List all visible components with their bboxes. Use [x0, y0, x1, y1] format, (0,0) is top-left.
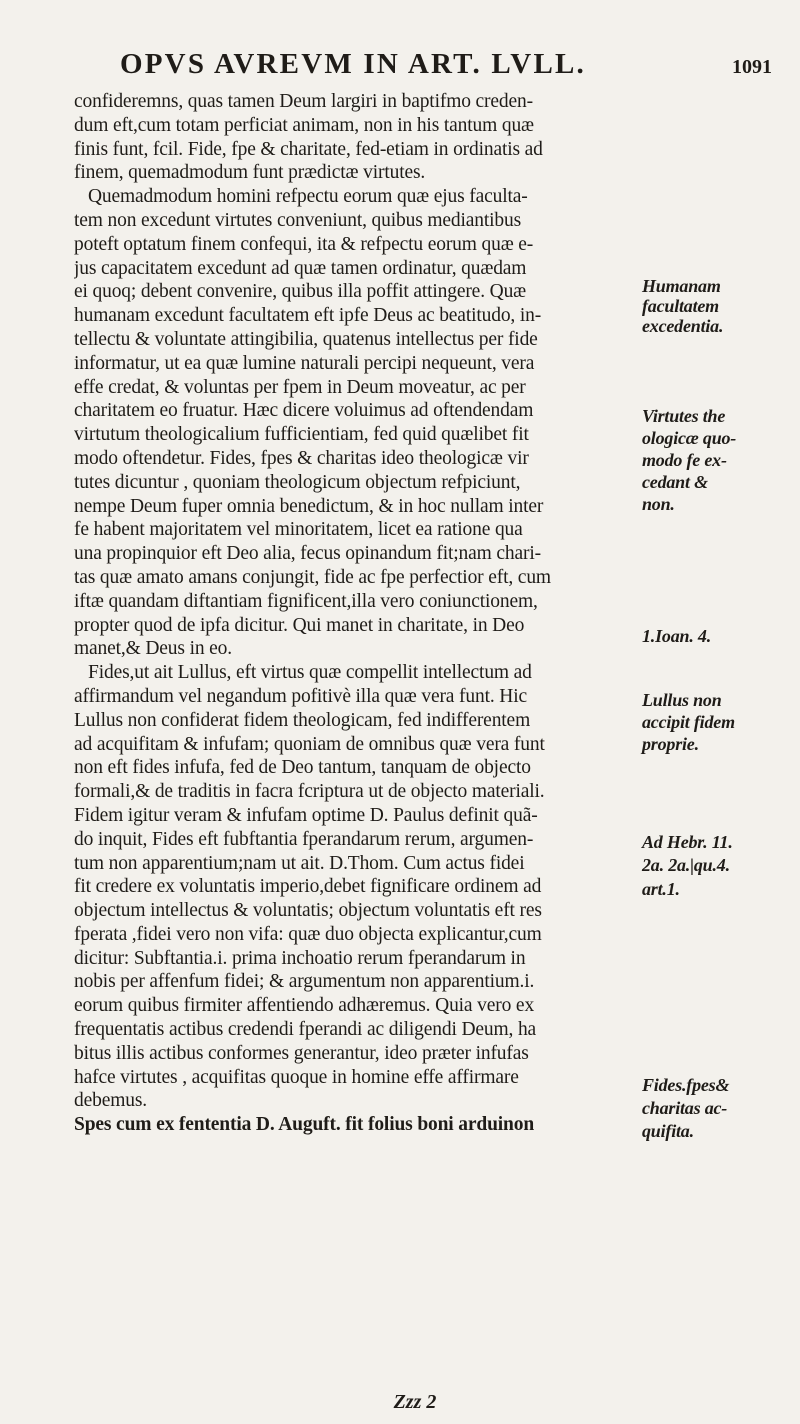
text-line: modo oftendetur. Fides, fpes & charitas ideo theologicæ vir	[74, 447, 529, 469]
text-line: debemus.	[74, 1090, 147, 1112]
text-line: dicitur: Subftantia.i. prima inchoatio rerum fperandarum in	[74, 947, 526, 969]
text-line: charitatem eo fruatur. Hæc dicere voluimus ad oftendendam	[74, 400, 534, 422]
signature-text: Zzz 2	[393, 1391, 437, 1413]
margin-note: ologicæ quo-	[642, 428, 737, 448]
text-line: tem non excedunt virtutes conveniunt, quibus mediantibus	[74, 209, 522, 231]
text-line: Quemadmodum homini refpectu eorum quæ ejus faculta-	[88, 186, 528, 208]
margin-note: modo fe ex-	[642, 450, 727, 470]
text-line: bitus illis actibus conformes generantur, ideo præter infufas	[74, 1042, 529, 1064]
text-line: eorum quibus firmiter affentiendo adhæremus. Quia vero ex	[74, 995, 535, 1017]
text-line: ad acquifitam & infufam; quoniam de omnibus quæ vera funt	[74, 733, 545, 755]
margin-note: art.1.	[642, 879, 680, 899]
text-line: tas quæ amato amans conjungit, fide ac fpe perfectior eft, cum	[74, 566, 551, 588]
text-line: ei quoq; debent convenire, quibus illa poffit attingere. Quæ	[74, 281, 527, 303]
text-line: Lullus non confiderat fidem theologicam, fed indifferentem	[74, 709, 531, 731]
margin-note: quifita.	[642, 1121, 694, 1141]
text-line: informatur, ut ea quæ lumine naturali percipi nequeunt, vera	[74, 352, 535, 374]
text-line: tum non apparentium;nam ut ait. D.Thom. Cum actus fidei	[74, 852, 525, 874]
text-line: poteft optatum finem confequi, ita & refpectu eorum quæ e-	[74, 233, 534, 255]
margin-note: 2a. 2a.|qu.4.	[642, 855, 730, 875]
text-line: propter quod de ipfa dicitur. Qui manet in charitate, in Deo	[74, 614, 525, 636]
text-line: tellectu & voluntate attingibilia, quatenus intellectus per fide	[74, 328, 538, 350]
text-line: fit credere ex voluntatis imperio,debet fignificare ordinem ad	[74, 876, 542, 898]
margin-note: accipit fidem	[642, 712, 735, 732]
text-line: do inquit, Fides eft fubftantia fperandarum rerum, argumen-	[74, 828, 534, 850]
text-line: dum eft,cum totam perficiat animam, non in his tantum quæ	[74, 114, 534, 136]
text-line: hafce virtutes , acquifitas quoque in homine effe affirmare	[74, 1066, 519, 1088]
text-line: finis funt, fcil. Fide, fpe & charitate, fed-etiam in ordinatis ad	[74, 138, 543, 160]
margin-note: Lullus non	[642, 690, 722, 710]
signature-mark	[0, 1391, 800, 1414]
text-line: Spes cum ex fententia D. Auguft. fit folius boni arduinon	[74, 1114, 535, 1136]
margin-note: 1.Ioan. 4.	[642, 626, 712, 646]
main-text-block	[74, 90, 634, 1137]
text-line: formali,& de traditis in facra fcriptura ut de objecto materiali.	[74, 781, 545, 803]
text-line: affirmandum vel negandum pofitivè illa quæ vera funt. Hic	[74, 685, 528, 707]
text-line: finem, quemadmodum funt prædictæ virtutes.	[74, 162, 426, 184]
margin-note: non.	[642, 494, 675, 514]
text-line: objectum intellectus & voluntatis; objectum voluntatis eft res	[74, 900, 542, 922]
margin-note: excedentia.	[642, 316, 724, 336]
text-line: manet,& Deus in eo.	[74, 638, 232, 660]
text-line: effe credat, & voluntas per fpem in Deum moveatur, ac per	[74, 376, 526, 398]
margin-note: Virtutes the	[642, 406, 726, 426]
text-line: confideremns, quas tamen Deum largiri in baptifmo creden-	[74, 91, 533, 112]
text-line: nempe Deum fuper omnia benedictum, & in hoc nullam inter	[74, 495, 544, 517]
text-line: fe habent majoritatem vel minoritatem, licet ea ratione qua	[74, 519, 523, 541]
margin-note: Humanam	[642, 276, 721, 296]
text-line: iftæ quandam diftantiam fignificent,illa vero coniunctionem,	[74, 590, 538, 612]
margin-note: facultatem	[642, 296, 719, 316]
text-line: Fidem igitur veram & infufam optime D. Paulus definit quã-	[74, 804, 538, 826]
text-line: tutes dicuntur , quoniam theologicum objectum refpiciunt,	[74, 471, 521, 493]
text-line: jus capacitatem excedunt ad quæ tamen ordinatur, quædam	[74, 257, 527, 279]
margin-note: proprie.	[642, 734, 699, 754]
text-line: non eft fides infufa, fed de Deo tantum, tanquam de objecto	[74, 757, 531, 779]
text-line: frequentatis actibus credendi fperandi ac diligendi Deum, ha	[74, 1019, 537, 1041]
text-line: Fides,ut ait Lullus, eft virtus quæ compellit intellectum ad	[88, 662, 532, 684]
margin-note: cedant &	[642, 472, 708, 492]
page-number: 1091	[732, 56, 772, 78]
text-line: humanam excedunt facultatem eft ipfe Deus ac beatitudo, in-	[74, 305, 542, 327]
text-line: fperata ,fidei vero non vifa: quæ duo objecta explicantur,cum	[74, 923, 542, 945]
margin-note: charitas ac-	[642, 1098, 728, 1118]
running-title: OPVS AVREVM IN ART. LVLL.	[120, 48, 586, 80]
margin-note: Ad Hebr. 11.	[642, 832, 733, 852]
text-line: virtutum theologicalium fufficientiam, fed quid quælibet fit	[74, 424, 529, 446]
margin-note: Fides.fpes&	[642, 1075, 730, 1095]
text-line: nobis per affenfum fidei; & argumentum non apparentium.i.	[74, 971, 535, 993]
text-line: una propinquior eft Deo alia, fecus opinandum fit;nam chari-	[74, 543, 541, 565]
page-header	[70, 48, 780, 88]
